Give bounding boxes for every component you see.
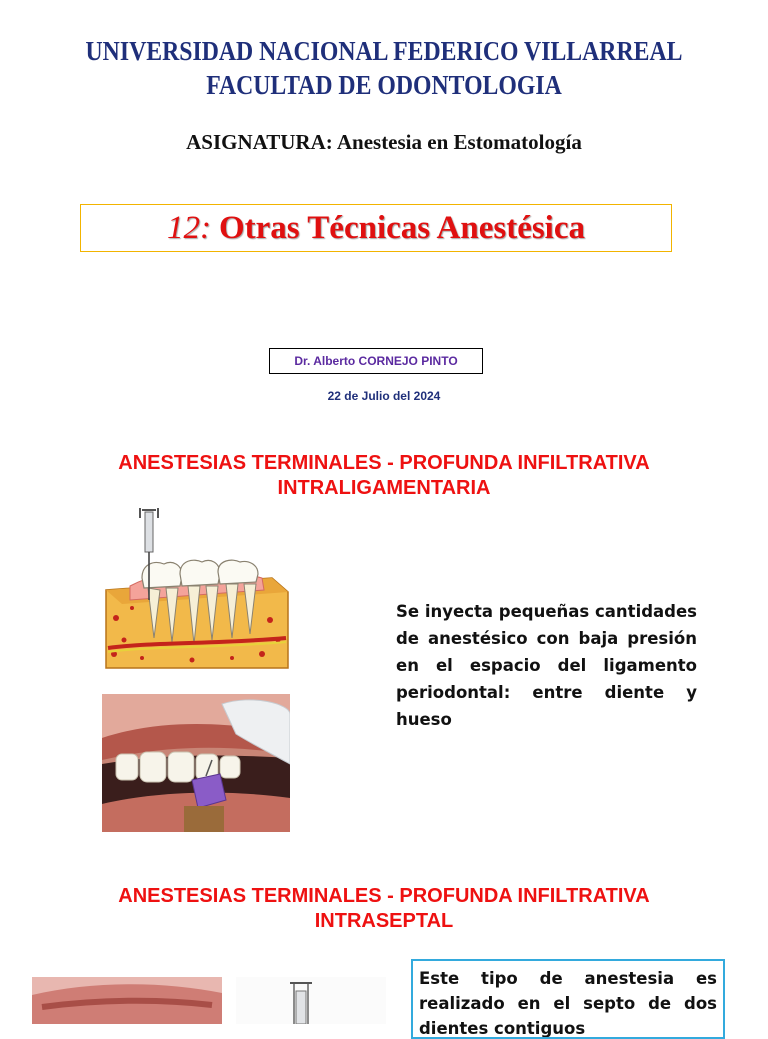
section2-description: Este tipo de anestesia es realizado en el septo de dos dientes contiguos [419,969,717,1038]
subject-line: ASIGNATURA: Anestesia en Estomatología [186,130,582,154]
title-text: Otras Técnicas Anestésica [218,209,585,246]
section2-description-box [411,959,725,1039]
section2-heading [0,884,768,934]
section2-heading-line2: INTRASEPTAL [314,910,454,932]
date: 22 de Julio del 2024 [327,389,441,403]
intraseptal-diagram [236,977,386,1024]
section2-heading-line1: ANESTESIAS TERMINALES - PROFUNDA INFILTRATIVA [118,885,650,907]
intraligamentary-diagram [102,508,290,674]
faculty-name: FACULTAD DE ODONTOLOGIA [206,70,562,100]
section1-description: Se inyecta pequeñas cantidades de anestésico con baja presión en el espacio del ligamento periodontal: entre diente y hueso [396,602,697,729]
author-name: Dr. Alberto CORNEJO PINTO [294,354,458,368]
intraligamentary-photo [102,694,290,832]
university-header [46,34,722,102]
title-number: 12: [166,209,211,246]
section1-heading [0,451,768,501]
section1-heading-line1: ANESTESIAS TERMINALES - PROFUNDA INFILTRATIVA [118,452,650,474]
intraseptal-photo [32,977,222,1024]
section1-heading-line2: INTRALIGAMENTARIA [277,477,491,499]
university-name: UNIVERSIDAD NACIONAL FEDERICO VILLARREAL [85,36,683,66]
author-box [269,348,483,374]
title-box [80,204,672,252]
